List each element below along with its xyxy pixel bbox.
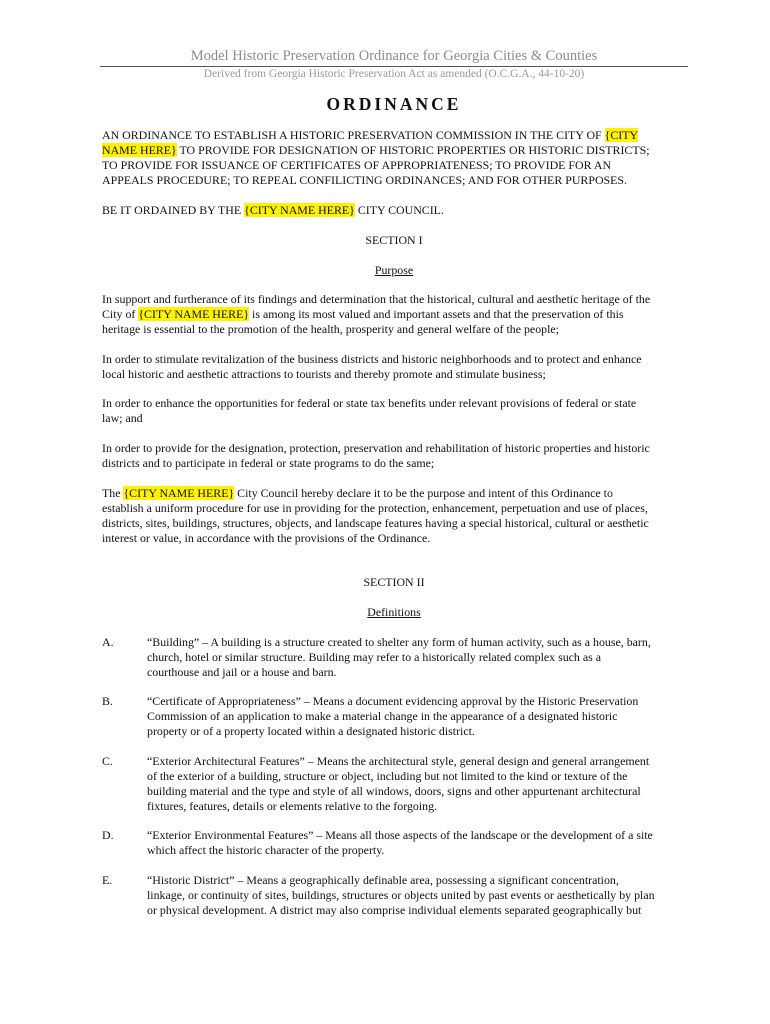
definitions-heading: Definitions xyxy=(367,605,421,619)
paragraph-text: City of xyxy=(102,307,139,321)
definition-line: “Historic District” – Means a geographically definable area, possessing a significant concentration, xyxy=(147,873,619,887)
preamble-text: TO PROVIDE FOR DESIGNATION OF HISTORIC PROPERTIES OR HISTORIC DISTRICTS; xyxy=(176,143,650,157)
paragraph-line: establish a uniform procedure for use in providing for the protection, enhancement, perpetuation and use of places, xyxy=(102,501,648,515)
definition-line: “Building” – A building is a structure created to shelter any form of human activity, such as a house, barn, xyxy=(147,635,651,649)
definition-historic-district xyxy=(147,873,688,918)
definition-line: fixtures, features, details or elements relative to the forgoing. xyxy=(147,799,438,813)
ordained-text: BE IT ORDAINED BY THE xyxy=(102,203,245,217)
ordained-text: CITY COUNCIL. xyxy=(354,203,444,217)
definition-exterior-environmental-features xyxy=(147,828,688,858)
city-placeholder-highlight: NAME HERE} xyxy=(102,143,177,157)
ordinance-title: ORDINANCE xyxy=(326,94,462,114)
section-2-heading: SECTION II xyxy=(363,575,425,589)
paragraph-line: districts and to participate in federal or state programs to do the same; xyxy=(102,456,435,470)
definition-line: courthouse and jail or a house and barn. xyxy=(147,665,337,679)
definition-certificate-of-appropriateness xyxy=(147,694,688,739)
paragraph-line: districts, sites, buildings, structures, objects, and landscape features having a special historical, cultural or aesthetic xyxy=(102,516,649,530)
purpose-paragraph-2 xyxy=(102,352,688,382)
section-1-heading: SECTION I xyxy=(365,233,423,247)
running-header-subtitle: Derived from Georgia Historic Preservation Act as amended (O.C.G.A., 44-10-20) xyxy=(203,68,585,80)
purpose-paragraph-5 xyxy=(102,486,688,546)
purpose-paragraph-4 xyxy=(102,441,688,471)
ordained-clause xyxy=(102,203,688,218)
preamble-line-4: APPEALS PROCEDURE; TO REPEAL CONFILICTING ORDINANCES; AND FOR OTHER PURPOSES. xyxy=(102,173,628,187)
definition-line: “Exterior Architectural Features” – Means the architectural style, general design and general arrangement xyxy=(147,754,650,768)
definition-line: or physical development. A district may also comprise individual elements separated geographically but xyxy=(147,903,642,917)
preamble-text: AN ORDINANCE TO ESTABLISH A HISTORIC PRESERVATION COMMISSION IN THE CITY OF xyxy=(102,128,605,142)
paragraph-line: In order to stimulate revitalization of the business districts and historic neighborhoods and to protect and enhance xyxy=(102,352,642,366)
definition-exterior-architectural-features xyxy=(147,754,688,814)
definition-label: C. xyxy=(102,754,113,768)
definition-label: E. xyxy=(102,873,113,887)
purpose-paragraph-3 xyxy=(102,396,688,426)
definition-line: building material and the type and style of all windows, doors, signs and other appurtenant architectural xyxy=(147,784,641,798)
paragraph-line: In support and furtherance of its findings and determination that the historical, cultural and aesthetic heritage of the xyxy=(102,292,651,306)
paragraph-line: interest or value, in accordance with the provisions of the Ordinance. xyxy=(102,531,431,545)
city-placeholder-highlight: {CITY NAME HERE} xyxy=(123,486,235,500)
definition-line: church, hotel or similar structure. Building may refer to a historically related complex such as a xyxy=(147,650,602,664)
definition-line: which affect the historic character of the property. xyxy=(147,843,385,857)
definition-label: A. xyxy=(102,635,114,649)
definition-line: property or of a property located within a designated historic district. xyxy=(147,724,475,738)
definition-label: D. xyxy=(102,828,114,842)
definition-label: B. xyxy=(102,694,113,708)
definition-line: linkage, or continuity of sites, buildings, structures or objects united by past events or aesthetically by plan xyxy=(147,888,655,902)
paragraph-line: In order to provide for the designation, protection, preservation and rehabilitation of historic properties and historic xyxy=(102,441,650,455)
preamble xyxy=(102,128,688,188)
paragraph-text: The xyxy=(102,486,124,500)
paragraph-line: heritage is essential to the promotion of the health, prosperity and general welfare of the people; xyxy=(102,322,559,336)
city-placeholder-highlight: {CITY NAME HERE} xyxy=(244,203,355,217)
definition-line: “Certificate of Appropriateness” – Means a document evidencing approval by the Historic Preservation xyxy=(147,694,639,708)
paragraph-line xyxy=(102,307,688,322)
city-placeholder-highlight: {CITY NAME HERE} xyxy=(138,307,250,321)
preamble-line-2 xyxy=(102,143,688,158)
definition-line: of the exterior of a building, structure or object, including but not limited to the kind or texture of the xyxy=(147,769,628,783)
section-1-subheading xyxy=(100,263,688,278)
paragraph-line: In order to enhance the opportunities for federal or state tax benefits under relevant provisions of federal or state xyxy=(102,396,637,410)
definition-building xyxy=(147,635,688,680)
paragraph-text: is among its most valued and important assets and that the preservation of this xyxy=(249,307,624,321)
definition-line: Commission of an application to make a material change in the appearance of a designated historic xyxy=(147,709,618,723)
purpose-paragraph-1 xyxy=(102,292,688,337)
section-2-subheading xyxy=(100,605,688,620)
definition-line: “Exterior Environmental Features” – Means all those aspects of the landscape or the development of a site xyxy=(147,828,653,842)
purpose-heading: Purpose xyxy=(374,263,414,277)
preamble-line-3: TO PROVIDE FOR ISSUANCE OF CERTIFICATES OF APPROPRIATENESS; TO PROVIDE FOR AN xyxy=(102,158,612,172)
paragraph-text: City Council hereby declare it to be the purpose and intent of this Ordinance to xyxy=(234,486,613,500)
paragraph-line: local historic and aesthetic attractions to tourists and thereby promote and stimulate business; xyxy=(102,367,546,381)
running-header-title: Model Historic Preservation Ordinance for Georgia Cities & Counties xyxy=(190,48,598,64)
preamble-line-1 xyxy=(102,128,688,143)
paragraph-line xyxy=(102,486,688,501)
paragraph-line: law; and xyxy=(102,411,143,425)
city-placeholder-highlight: {CITY xyxy=(604,128,639,142)
